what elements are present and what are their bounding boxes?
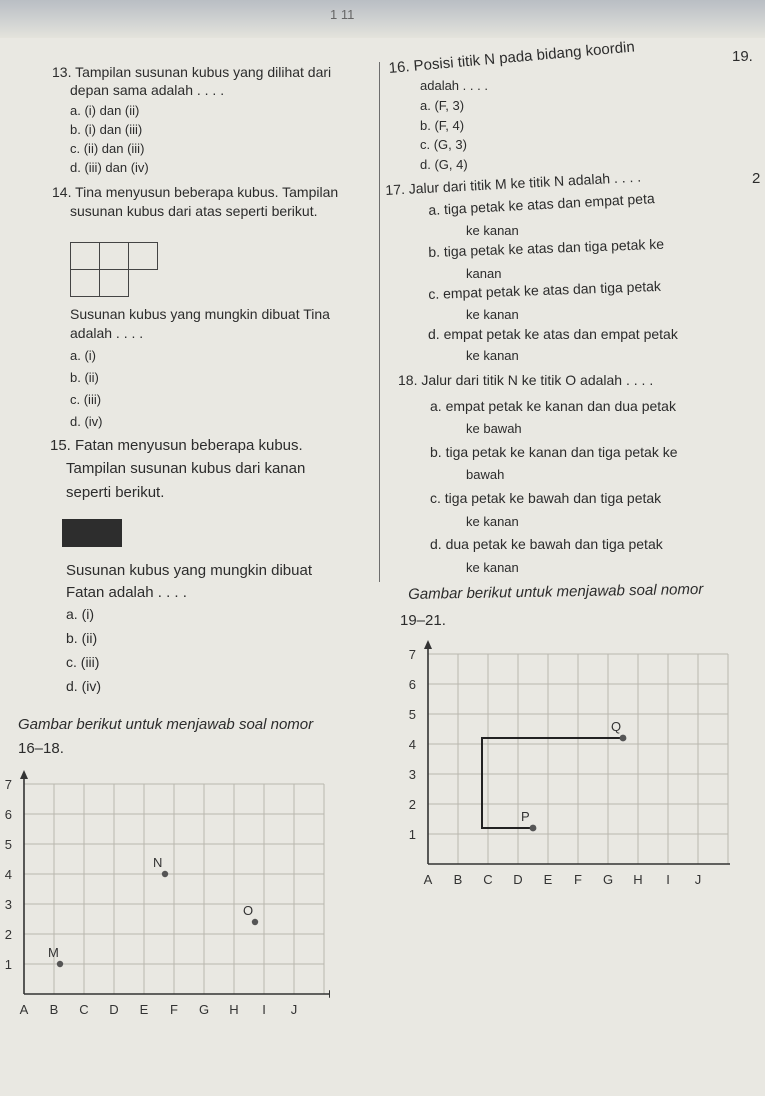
q13-option-a: a. (i) dan (ii) [70, 103, 140, 118]
q15-stem-5: Fatan adalah . . . . [66, 584, 187, 601]
top-view-cell [128, 242, 158, 270]
grid1-y-tick-label: 6 [4, 807, 12, 822]
grid1-x-tick-label: E [139, 1002, 149, 1017]
grid1-x-tick-label: F [170, 1002, 178, 1017]
q15-option-a: a. (i) [66, 606, 94, 622]
top-view-cell [70, 242, 100, 270]
q14-option-a: a. (i) [70, 348, 96, 363]
q15-stem-1: 15. Fatan menyusun beberapa kubus. [50, 437, 303, 454]
grid1-y-tick-label: 1 [4, 957, 12, 972]
grid2-y-tick-label: 2 [408, 797, 416, 812]
q15-stem-4: Susunan kubus yang mungkin dibuat [66, 562, 313, 579]
grid1-y-tick-label: 2 [4, 927, 12, 942]
grid1-x-tick-label: G [198, 1002, 210, 1017]
q17-option-c-line-2: ke kanan [466, 307, 519, 322]
grid2-x-tick-label: G [602, 872, 614, 887]
q14-stem-1: 14. Tina menyusun beberapa kubus. Tampilan [52, 184, 339, 200]
q15-option-c: c. (iii) [66, 654, 100, 670]
point-q-label: Q [611, 719, 622, 734]
point-n-label: N [153, 855, 163, 870]
q15-option-b: b. (ii) [66, 630, 98, 646]
q17-option-b-line-1: b. tiga petak ke atas dan tiga petak ke [428, 235, 665, 260]
grid2-y-tick-label: 6 [408, 677, 416, 692]
grid1-y-arrow-icon [20, 770, 28, 779]
grid2-x-tick-label: B [453, 872, 463, 887]
grid1-x-tick-label: J [290, 1002, 298, 1017]
q14-option-c: c. (iii) [70, 392, 102, 407]
right-view-shape [62, 519, 122, 547]
top-edge-band [0, 0, 765, 38]
q18-option-b-line-1: b. tiga petak ke kanan dan tiga petak ke [430, 444, 678, 460]
grid2-x-tick-label: H [633, 872, 643, 887]
q17-option-d-line-2: ke kanan [466, 348, 519, 363]
point-o-label: O [243, 903, 254, 918]
column-divider [379, 62, 380, 582]
instruction-16-18-line-1: Gambar berikut untuk menjawab soal nomor [18, 716, 314, 733]
q17-option-c-line-1: c. empat petak ke atas dan tiga petak [428, 277, 662, 302]
instruction-16-18-line-2: 16–18. [18, 740, 64, 757]
q13-option-c: c. (ii) dan (iii) [70, 141, 145, 156]
q14-option-b: b. (ii) [70, 370, 99, 385]
grid1-x-tick-label: H [229, 1002, 239, 1017]
grid1-x-tick-label: A [19, 1002, 29, 1017]
point-m-marker [57, 961, 63, 967]
top-view-shape [70, 242, 160, 297]
top-mark: 1 11 [330, 7, 355, 22]
q16-option-d: d. (G, 4) [420, 157, 468, 172]
point-n-marker [162, 871, 168, 877]
q18-option-d-line-1: d. dua petak ke bawah dan tiga petak [430, 536, 663, 552]
path-p-to-q-line [482, 738, 623, 828]
grid2-x-tick-label: D [513, 872, 523, 887]
grid1-x-arrow-icon [329, 990, 330, 998]
grid2-y-tick-label: 7 [408, 647, 416, 662]
grid1-x-tick-label: C [79, 1002, 89, 1017]
grid1-y-tick-label: 7 [4, 777, 12, 792]
q19-number: 19. [732, 48, 753, 65]
q16-stem-2: adalah . . . . [420, 78, 488, 93]
point-o-marker [252, 919, 258, 925]
q14-option-d: d. (iv) [70, 414, 103, 429]
edge-mark: 2 [752, 170, 761, 187]
q17-option-d-line-1: d. empat petak ke atas dan empat petak [428, 326, 678, 342]
grid2-y-tick-label: 4 [408, 737, 416, 752]
q18-option-d-line-2: ke kanan [466, 560, 519, 575]
grid2-x-tick-label: J [694, 872, 702, 887]
grid1-x-tick-label: I [262, 1002, 266, 1017]
instruction-19-21-line-2: 19–21. [400, 612, 446, 629]
q18-option-a-line-1: a. empat petak ke kanan dan dua petak [430, 398, 676, 414]
q16-option-b: b. (F, 4) [420, 118, 465, 133]
grid2-y-arrow-icon [424, 640, 432, 649]
q17-option-b-line-2: kanan [466, 266, 502, 281]
q13-option-d: d. (iii) dan (iv) [70, 160, 149, 175]
q18-option-b-line-2: bawah [466, 467, 505, 482]
q15-stem-2: Tampilan susunan kubus dari kanan [66, 460, 306, 477]
grid2-y-tick-label: 1 [408, 827, 416, 842]
grid2-x-tick-label: I [666, 872, 670, 887]
q13-option-b: b. (i) dan (iii) [70, 122, 143, 137]
grid2-x-tick-label: A [423, 872, 433, 887]
q13-stem-1: 13. Tampilan susunan kubus yang dilihat dari [52, 64, 332, 80]
q16-option-a: a. (F, 3) [420, 98, 465, 113]
q18-option-c-line-1: c. tiga petak ke bawah dan tiga petak [430, 490, 662, 506]
coordinate-grid-p-q [390, 636, 730, 896]
q16-stem-1: 16. Posisi titik N pada bidang koordin [388, 38, 636, 77]
grid2-y-tick-label: 5 [408, 707, 416, 722]
grid2-x-tick-label: C [483, 872, 493, 887]
grid1-y-tick-label: 3 [4, 897, 12, 912]
q16-option-c: c. (G, 3) [420, 137, 467, 152]
q13-stem-2: depan sama adalah . . . . [70, 82, 225, 98]
q14-stem-3: Susunan kubus yang mungkin dibuat Tina [70, 306, 330, 322]
q15-stem-3: seperti berikut. [66, 484, 165, 501]
q18-stem: 18. Jalur dari titik N ke titik O adalah . . . . [398, 372, 654, 388]
q18-option-a-line-2: ke bawah [466, 421, 522, 436]
grid1-x-tick-label: B [49, 1002, 59, 1017]
point-p-label: P [521, 809, 530, 824]
point-q-marker [620, 735, 627, 742]
grid1-y-tick-label: 4 [4, 867, 12, 882]
grid2-y-tick-label: 3 [408, 767, 416, 782]
instruction-19-21-line-1: Gambar berikut untuk menjawab soal nomor [408, 580, 704, 603]
q17-stem: 17. Jalur dari titik M ke titik N adalah . . . . [385, 168, 642, 198]
coordinate-grid-m-n-o [0, 770, 330, 1030]
q18-option-c-line-2: ke kanan [466, 514, 519, 529]
top-view-cell [70, 269, 100, 297]
grid1-y-tick-label: 5 [4, 837, 12, 852]
grid2-x-tick-label: F [574, 872, 582, 887]
grid2-x-tick-label: E [543, 872, 553, 887]
q14-stem-4: adalah . . . . [70, 325, 144, 341]
q14-stem-2: susunan kubus dari atas seperti berikut. [70, 203, 318, 219]
grid1-x-tick-label: D [109, 1002, 119, 1017]
top-view-cell [99, 269, 129, 297]
q17-option-a-line-1: a. tiga petak ke atas dan empat peta [428, 190, 656, 218]
q17-option-a-line-2: ke kanan [466, 223, 519, 238]
point-p-marker [530, 825, 537, 832]
q15-option-d: d. (iv) [66, 678, 101, 694]
top-view-cell [99, 242, 129, 270]
point-m-label: M [48, 945, 59, 960]
